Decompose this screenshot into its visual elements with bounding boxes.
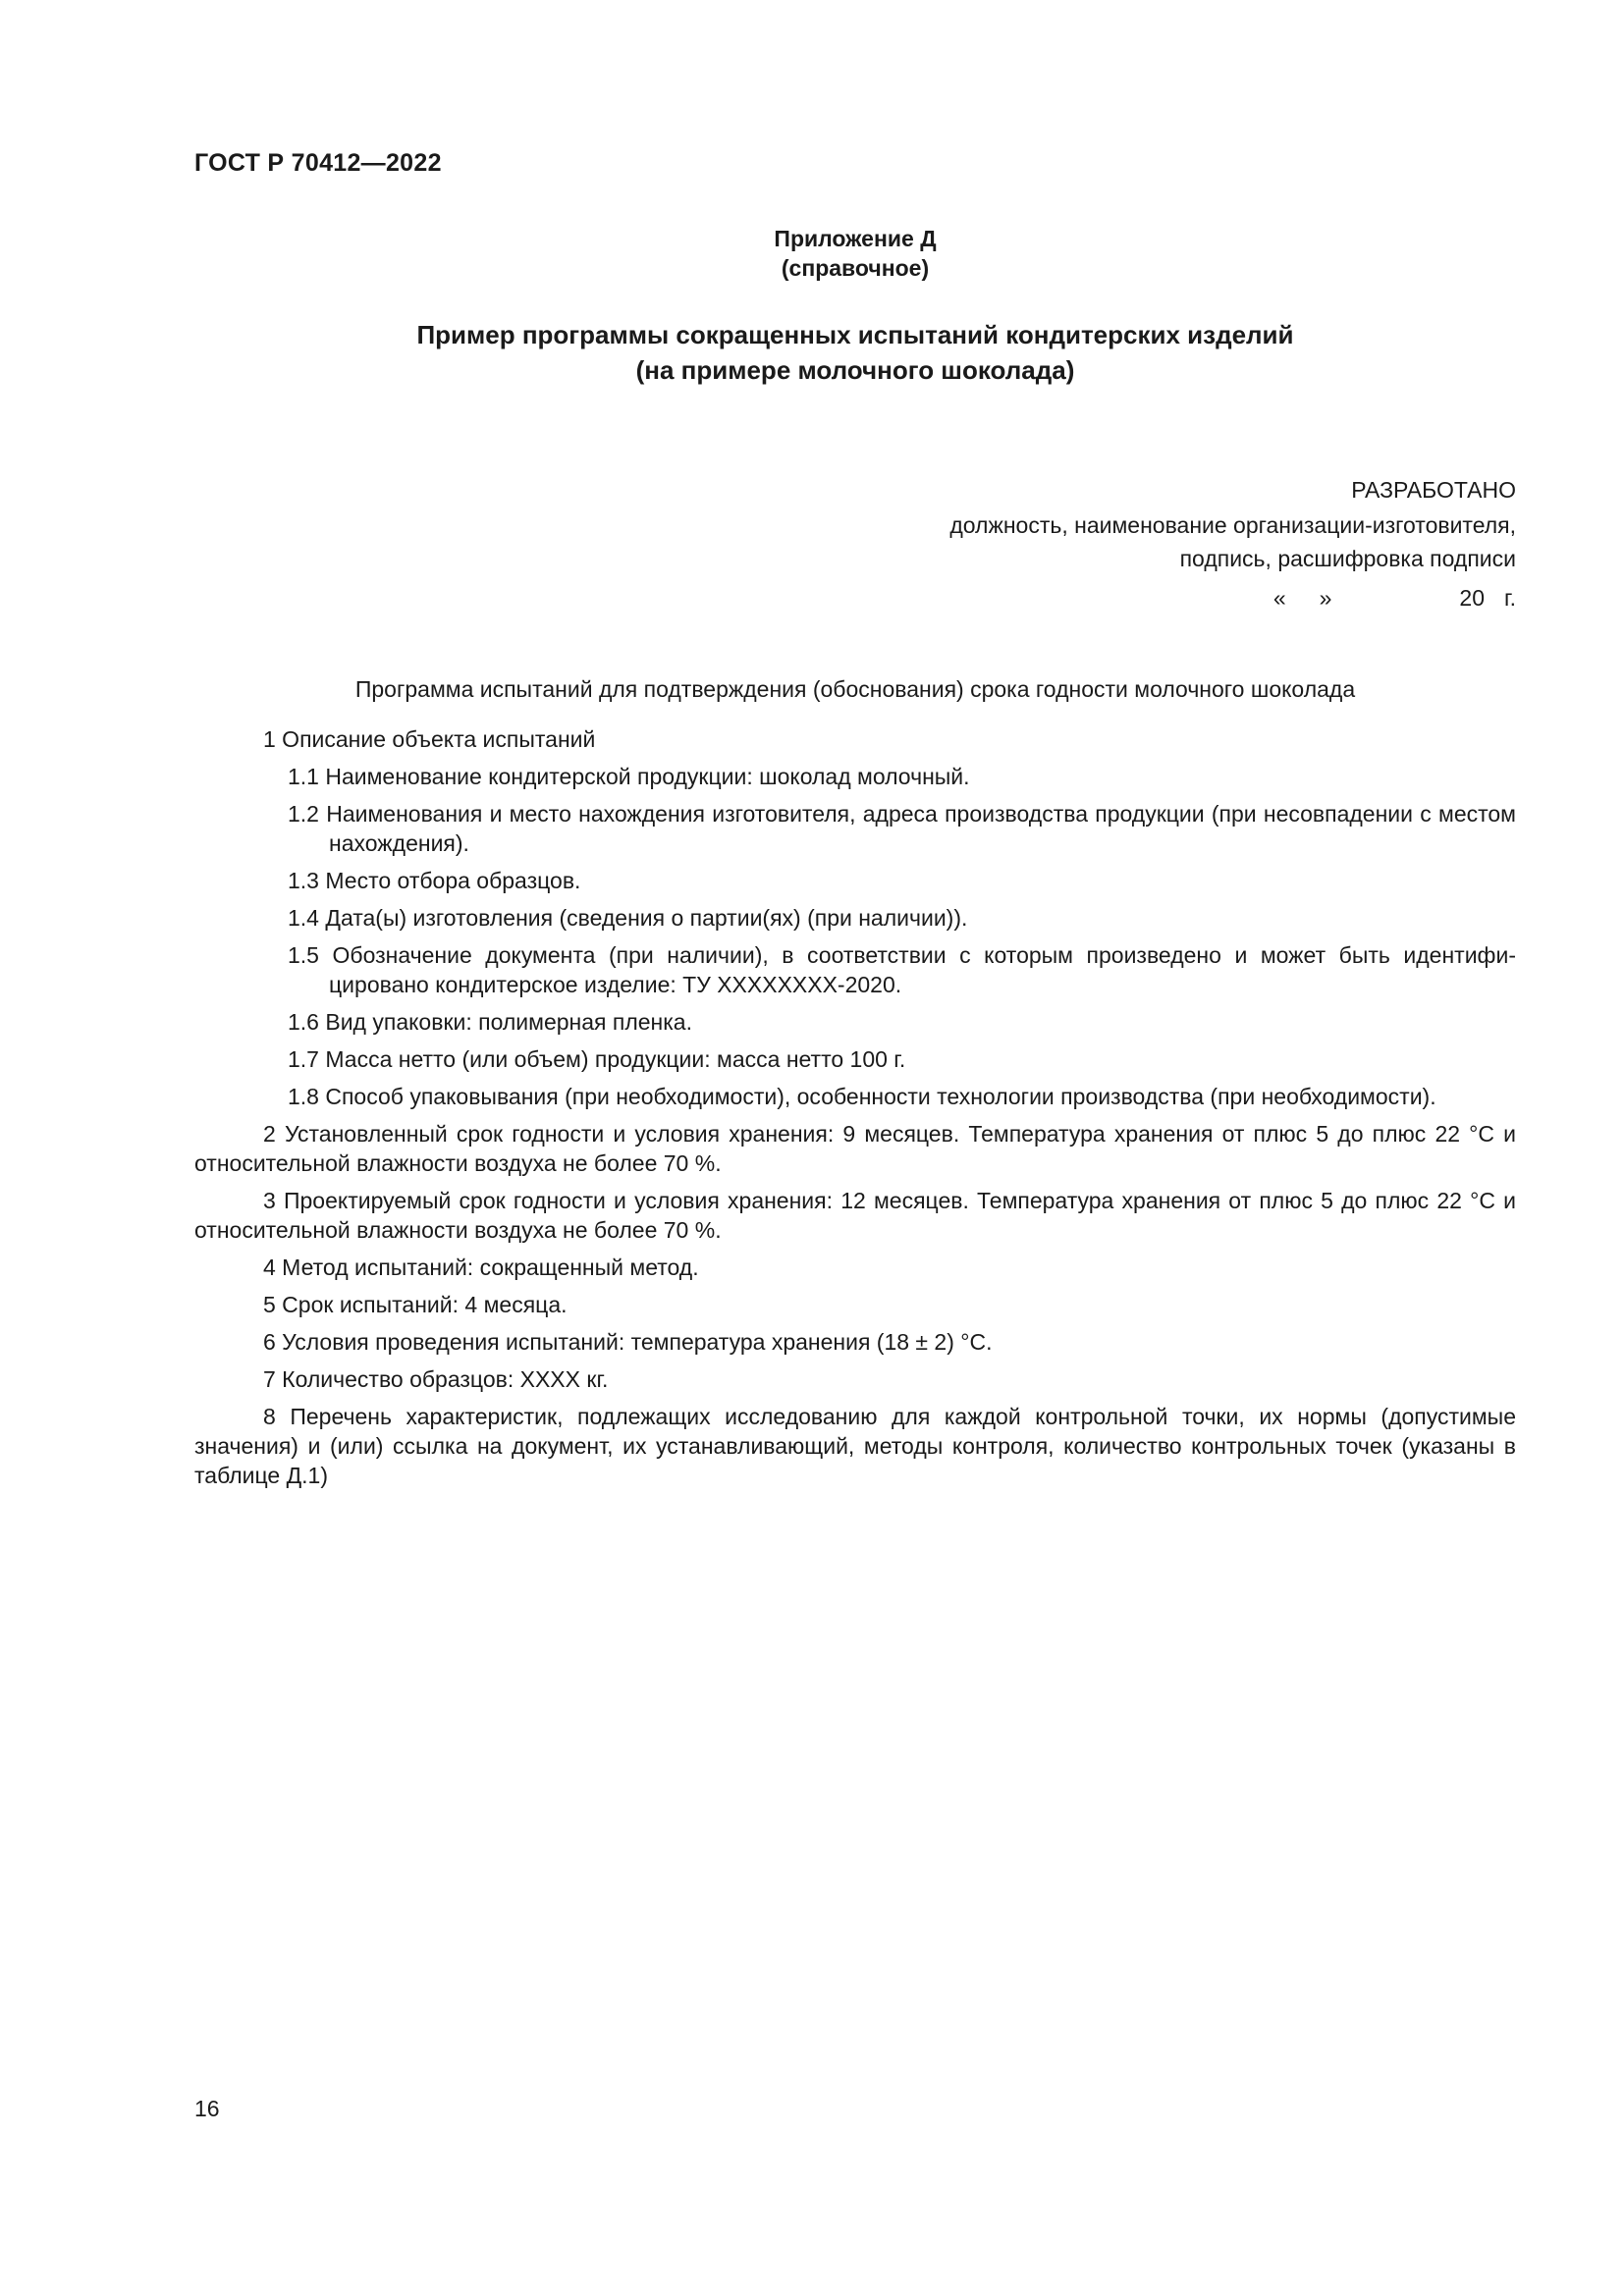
section-3: 3 Проектируемый срок годности и условия хранения: 12 месяцев. Температура хранения от плюс 5 до плюс 22 °С и относительной влажности воздуха не более 70 %.: [194, 1188, 1516, 1243]
approval-date: [632, 581, 1516, 614]
approval-label: РАЗРАБОТАНО: [1351, 477, 1516, 503]
section-6: 6 Условия проведения испытаний: температура хранения (18 ± 2) °С.: [263, 1329, 993, 1355]
section-1-1: 1.1 Наименование кондитерской продукции: шоколад молочный.: [288, 764, 970, 789]
date-close-quote: »: [1319, 585, 1332, 611]
appendix-heading: [194, 317, 1516, 388]
date-year: 20: [1459, 585, 1486, 611]
appendix-heading-line1: Пример программы сокращенных испытаний кондитерских изделий: [416, 320, 1294, 349]
appendix-title: Приложение Д: [774, 226, 937, 251]
date-open-quote: «: [1272, 585, 1286, 611]
section-1-6: 1.6 Вид упаковки: полимерная пленка.: [288, 1009, 692, 1035]
appendix-heading-line2: (на примере молочного шоколада): [635, 355, 1075, 385]
section-8: 8 Перечень характеристик, подлежащих исследованию для каждой контрольной точки, их нормы (допустимые значения) и (или) ссылка на документ, их устанавливающий, методы контроля, количество контрольных точек (указаны в таблице Д.1): [194, 1404, 1516, 1488]
approval-signature: подпись, расшифровка подписи: [1179, 546, 1516, 571]
section-7: 7 Количество образцов: ХХХХ кг.: [263, 1366, 609, 1392]
section-1: 1 Описание объекта испытаний: [263, 726, 596, 752]
section-5: 5 Срок испытаний: 4 месяца.: [263, 1292, 568, 1317]
section-2: 2 Установленный срок годности и условия хранения: 9 месяцев. Температура хранения от плюс 5 до плюс 22 °С и относительной влажности воздуха не более 70 %.: [194, 1121, 1516, 1176]
section-1-7: 1.7 Масса нетто (или объем) продукции: масса нетто 100 г.: [288, 1046, 906, 1072]
approval-position: должность, наименование организации-изготовителя,: [949, 512, 1516, 538]
page-number: 16: [194, 2096, 220, 2121]
appendix-status: (справочное): [781, 255, 930, 281]
section-4: 4 Метод испытаний: сокращенный метод.: [263, 1255, 699, 1280]
section-1-5: 1.5 Обозначение документа (при наличии), в соответствии с которым произведено и может быть идентифицировано кондитерское изделие: ТУ ХХХХХХХХ-2020.: [288, 942, 1516, 997]
document-body: [194, 724, 1516, 1498]
standard-code: ГОСТ Р 70412—2022: [194, 149, 442, 177]
section-1-4: 1.4 Дата(ы) изготовления (сведения о партии(ях) (при наличии)).: [288, 905, 968, 931]
date-suffix: г.: [1504, 585, 1516, 611]
section-1-8: 1.8 Способ упаковывания (при необходимости), особенности технологии производства (при необходимости).: [288, 1084, 1436, 1109]
program-title: Программа испытаний для подтверждения (обоснования) срока годности молочного шоколада: [354, 676, 1356, 702]
section-1-2: 1.2 Наименования и место нахождения изготовителя, адреса производства продукции (при несовпадении с местом нахождения).: [288, 801, 1516, 856]
section-1-3: 1.3 Место отбора образцов.: [288, 868, 581, 893]
